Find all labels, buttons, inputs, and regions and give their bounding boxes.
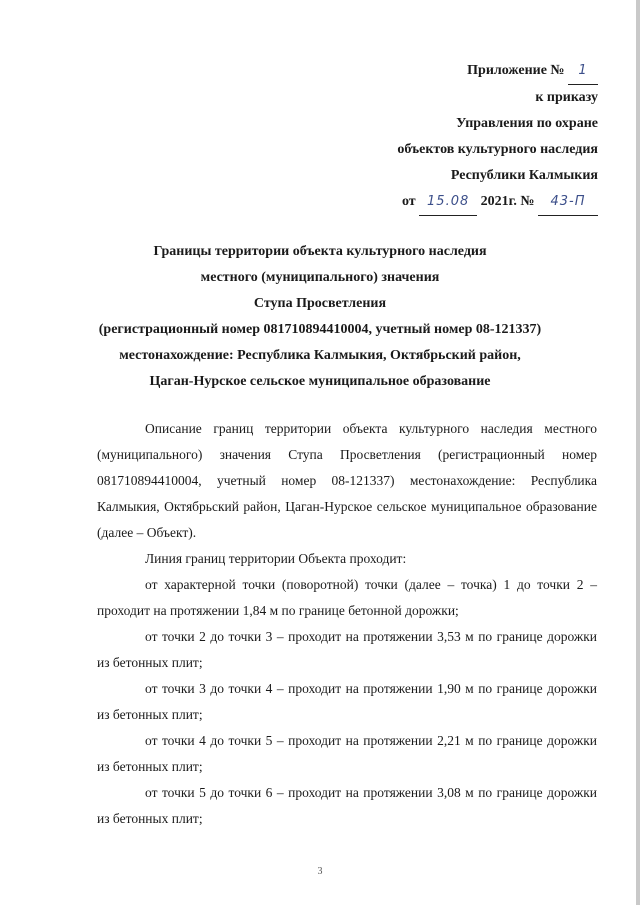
document-body (97, 416, 597, 832)
page-number: 3 (317, 866, 323, 877)
from-label: от (401, 194, 416, 209)
segment-paragraph: от характерной точки (поворотной) точки (далее – точка) 1 до точки 2 – проходит на протяжении 1,84 м по границе бетонной дорожки; (97, 577, 597, 618)
order-date: 15.08 (419, 189, 477, 216)
line-intro-paragraph: Линия границ территории Объекта проходит: (145, 551, 407, 566)
description-paragraph: Описание границ территории объекта культурного наследия местного (муниципального) значения Ступа Просветления (регистрационный номер 081710894410004, учетный номер 08-121337) местонахождение: Республика Калмыкия, Октябрьский район, Цаган-Нурское сельское муниципальное образование (далее – Объект). (97, 421, 597, 540)
title-line-3: Ступа Просветления (253, 296, 387, 311)
appendix-label: Приложение № (467, 63, 565, 78)
segment-paragraph: от точки 2 до точки 3 – проходит на протяжении 3,53 м по границе дорожки из бетонных плит; (97, 629, 597, 670)
segment-paragraph: от точки 5 до точки 6 – проходит на протяжении 3,08 м по границе дорожки из бетонных плит; (97, 785, 597, 826)
department-line: Управления по охране (456, 116, 598, 131)
date-line (298, 189, 598, 216)
order-number: 43-П (538, 189, 598, 216)
title-line-5: местонахождение: Республика Калмыкия, Октябрьский район, (119, 348, 521, 363)
appendix-line (298, 58, 598, 85)
year-label: 2021г. № (480, 194, 535, 209)
segment-paragraph: от точки 4 до точки 5 – проходит на протяжении 2,21 м по границе дорожки из бетонных плит; (97, 733, 597, 774)
segment-paragraph: от точки 3 до точки 4 – проходит на протяжении 1,90 м по границе дорожки из бетонных плит; (97, 681, 597, 722)
department-line-2: объектов культурного наследия (397, 142, 598, 157)
title-line-1: Границы территории объекта культурного наследия (153, 244, 487, 259)
title-line-2: местного (муниципального) значения (200, 270, 440, 285)
republic-line: Республики Калмыкия (450, 168, 598, 183)
appendix-number: 1 (568, 58, 598, 85)
order-ref-line: к приказу (535, 90, 598, 105)
approval-block (298, 58, 598, 216)
title-line-6: Цаган-Нурское сельское муниципальное образование (149, 374, 491, 389)
title-line-4: (регистрационный номер 081710894410004, учетный номер 08-121337) (98, 322, 542, 337)
page-edge-shadow (636, 0, 640, 905)
document-title (40, 239, 600, 395)
